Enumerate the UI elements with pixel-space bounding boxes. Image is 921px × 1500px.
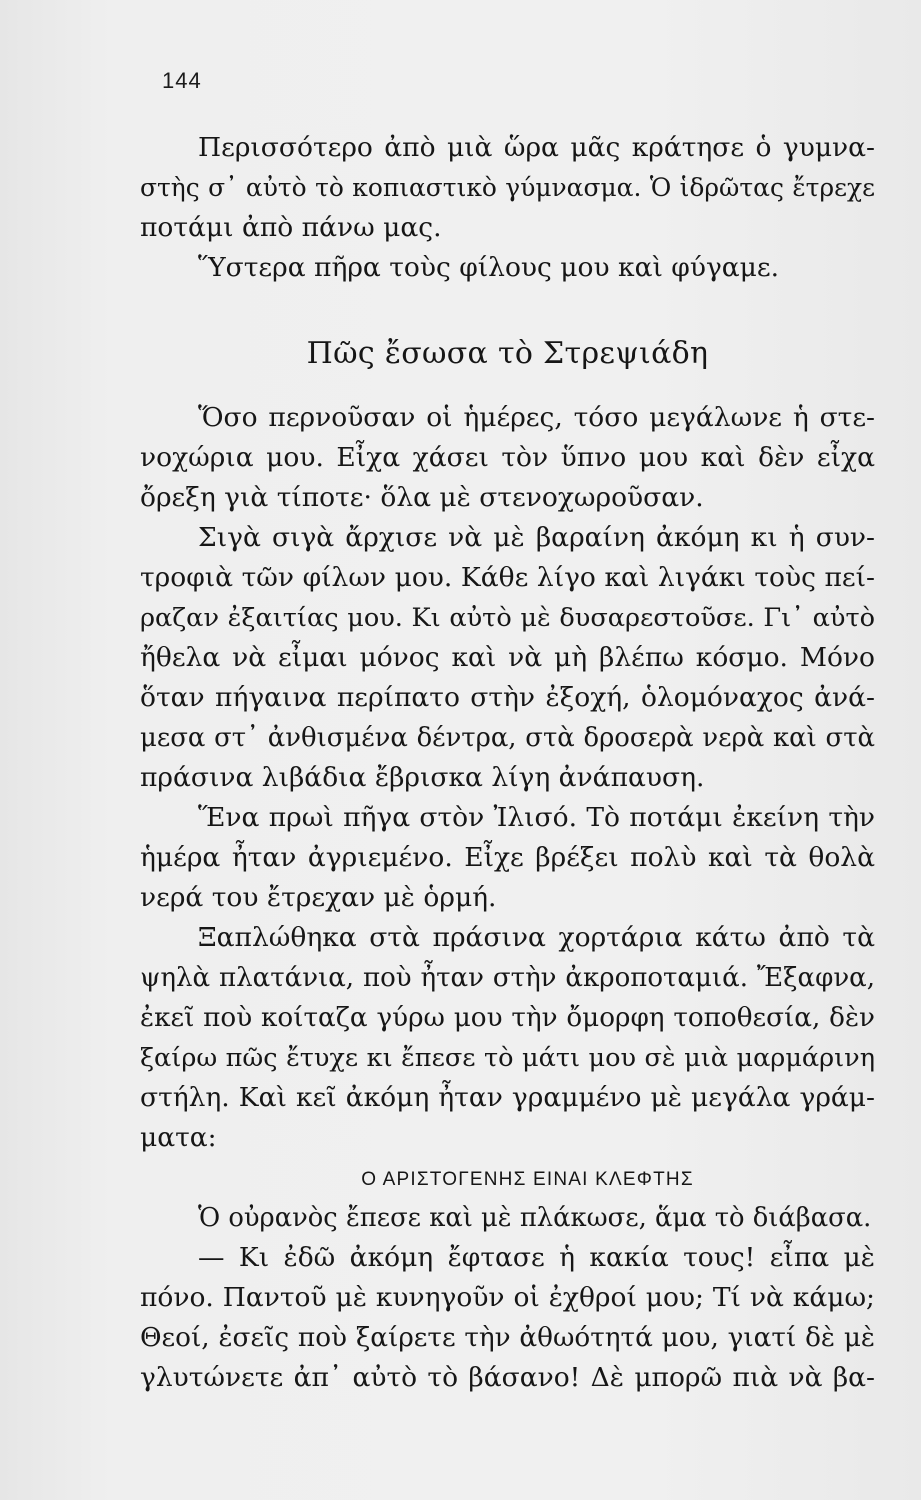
text-line: ὅταν πήγαινα περίπατο στὴν ἐξοχή, ὁλομόναχος ἀνά-	[140, 682, 875, 713]
text-line: νερά του ἔτρεχαν μὲ ὁρμή.	[140, 882, 497, 913]
text-line: ἤθελα νὰ εἶμαι μόνος καὶ νὰ μὴ βλέπω κόσμο. Μόνο	[140, 642, 875, 673]
text-line: ὄρεξη γιὰ τίποτε· ὅλα μὲ στενοχωροῦσαν.	[140, 482, 704, 513]
paragraph-5	[140, 798, 875, 918]
text-line: — Κι ἐδῶ ἀκόμη ἔφτασε ἡ κακία τους! εἶπα μὲ	[198, 1242, 875, 1273]
text-line: Ἕνα πρωὶ πῆγα στὸν Ἰλισό. Τὸ ποτάμι ἐκείνη τὴν	[198, 802, 875, 833]
text-line: γλυτώνετε ἀπ᾽ αὐτὸ τὸ βάσανο! Δὲ μπορῶ πιὰ νὰ βα-	[140, 1362, 875, 1393]
paragraph-8	[140, 1238, 875, 1398]
paragraph-7	[140, 1198, 875, 1238]
text-line: Ὅσο περνοῦσαν οἱ ἡμέρες, τόσο μεγάλωνε ἡ στε-	[198, 402, 875, 433]
paragraph-1	[140, 128, 875, 248]
text-line: ματα:	[140, 1122, 217, 1153]
inscription: Ο ΑΡΙΣΤΟΓΕΝΗΣ ΕΙΝΑΙ ΚΛΕΦΤΗΣ	[361, 1169, 694, 1190]
text-line: Ὁ οὐρανὸς ἔπεσε καὶ μὲ πλάκωσε, ἅμα τὸ διάβασα.	[198, 1203, 872, 1233]
text-line: τροφιὰ τῶν φίλων μου. Κάθε λίγο καὶ λιγάκι τοὺς πεί-	[140, 562, 875, 593]
text-line: ξαίρω πῶς ἔτυχε κι ἔπεσε τὸ μάτι μου σὲ μιὰ μαρμάρινη	[140, 1043, 875, 1073]
page-number: 144	[162, 68, 202, 93]
text-line: Σιγὰ σιγὰ ἄρχισε νὰ μὲ βαραίνη ἀκόμη κι ἡ συν-	[198, 522, 875, 553]
text-line: ἡμέρα ἦταν ἀγριεμένο. Εἶχε βρέξει πολὺ καὶ τὰ θολὰ	[140, 842, 875, 873]
page-body	[140, 128, 875, 1398]
text-line: στήλη. Καὶ κεῖ ἀκόμη ἦταν γραμμένο μὲ μεγάλα γράμ-	[140, 1082, 875, 1113]
text-line: ἐκεῖ ποὺ κοίταζα γύρω μου τὴν ὄμορφη τοποθεσία, δὲν	[140, 1003, 875, 1033]
text-line: ραζαν ἐξαιτίας μου. Κι αὐτὸ μὲ δυσαρεστοῦσε. Γι᾽ αὐτὸ	[140, 603, 875, 633]
text-line: Περισσότερο ἀπὸ μιὰ ὥρα μᾶς κράτησε ὁ γυμνα-	[198, 132, 875, 163]
text-line: στὴς σ᾽ αὐτὸ τὸ κοπιαστικὸ γύμνασμα. Ὁ ἱδρῶτας ἔτρεχε	[140, 173, 875, 202]
paragraph-2	[140, 248, 875, 288]
text-line: ψηλὰ πλατάνια, ποὺ ἦταν στὴν ἀκροποταμιά. Ἔξαφνα,	[140, 963, 875, 993]
paragraph-3	[140, 398, 875, 518]
text-line: νοχώρια μου. Εἶχα χάσει τὸν ὕπνο μου καὶ δὲν εἶχα	[140, 442, 875, 473]
text-line: ποτάμι ἀπὸ πάνω μας.	[140, 212, 442, 243]
paragraph-6	[140, 918, 875, 1158]
text-line: μεσα στ᾽ ἀνθισμένα δέντρα, στὰ δροσερὰ νερὰ καὶ στὰ	[140, 723, 875, 753]
text-line: Ὕστερα πῆρα τοὺς φίλους μου καὶ φύγαμε.	[198, 252, 780, 283]
paragraph-4	[140, 518, 875, 798]
text-line: Θεοί, ἐσεῖς ποὺ ξαίρετε τὴν ἀθωότητά μου, γιατί δὲ μὲ	[140, 1323, 875, 1353]
text-line: πράσινα λιβάδια ἔβρισκα λίγη ἀνάπαυση.	[140, 762, 705, 793]
text-line: Ξαπλώθηκα στὰ πράσινα χορτάρια κάτω ἀπὸ τὰ	[198, 922, 875, 953]
section-heading: Πῶς ἔσωσα τὸ Στρεψιάδη	[306, 336, 709, 371]
text-line: πόνο. Παντοῦ μὲ κυνηγοῦν οἱ ἐχθροί μου; Τί νὰ κάμω;	[140, 1282, 875, 1313]
